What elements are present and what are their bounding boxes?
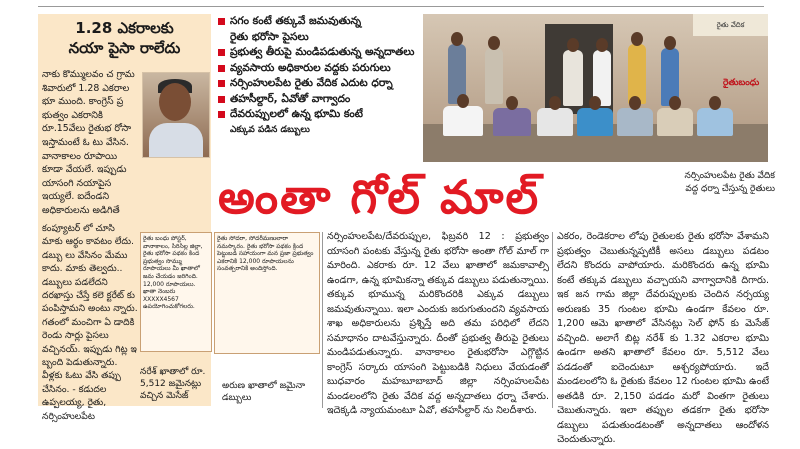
person-head <box>457 94 469 108</box>
column-divider <box>322 232 323 408</box>
photo-board: రైతు వేదిక <box>693 14 768 36</box>
sms-screenshot-2: రైతు సోదరా, సోదరీమణులారా నమస్కారం. రైతు భరోసా పథకం క్రింద పెట్టుబడి సహాయంగా మన ప్రజా ప్రభుత్వం ఎకరానికి 12,000 రూపాయలను సంవత్సరానికి అందిస్తోంది. <box>214 232 320 354</box>
seated-person <box>537 108 573 136</box>
seated-person <box>657 108 693 136</box>
bullet-item: తహసీల్దార్, ఏవోతో వాగ్వాదం <box>216 92 421 108</box>
person-head <box>669 96 681 110</box>
bullet-item: వ్యవసాయ అధికారుల వద్దకు పరుగులు <box>216 61 421 77</box>
photo-sign-text: రైతుబంధు <box>723 78 760 88</box>
sidebar-headline <box>38 14 211 58</box>
protest-photo <box>423 14 768 162</box>
sidebar-headline-line1: 1.28 ఎకరాలకు <box>75 19 174 37</box>
person-head <box>664 36 676 50</box>
farmer-portrait <box>142 72 210 158</box>
main-headline: అంతా గోల్ మాల్ <box>218 170 541 224</box>
bullet-item-continued: రైతు భరోసా పైసలు <box>230 30 309 43</box>
top-rule <box>38 0 764 7</box>
person-head <box>488 36 500 50</box>
bullet-item: ప్రభుత్వ తీరుపై మండిపడుతున్న అన్నదాతలు <box>216 45 421 61</box>
person-head <box>549 96 561 110</box>
person-head <box>567 38 579 52</box>
person-head <box>451 32 463 46</box>
sms-screenshot-1: రైతు బంధు పోస్టర్, వానాకాలం, సిరిసిల్ల జిల్లా, రైతు భరోసా పథకం కింద ప్రభుత్వం సొమ్ము రూపాయలు మీ ఖాతాలో జమ చేయడం జరిగింది. 12,000 రూపాయలు. ఖాతా నెంబరు XXXXX4567 ఉపయోగించుకోగలరు. <box>140 232 212 352</box>
person-head <box>631 32 643 46</box>
article-column-2: ఎకరం, రెండెకరాల లోపు రైతులకు రైతు భరోసా వేశామని ప్రభుత్వం చెబుతున్నప్పటికీ అసలు డబ్బులు పడటం లేదని కొందరు వాపోయారు. మరికొందరు ఉన్న భూమి కంటే తక్కువ డబ్బులు వచ్చాయని వాగ్వాదానికి దిగారు. ఇక జన గామ జిల్లా దేవరుప్పులకు చెందిన నర్సయ్య అరుణకు 35 గుంటల భూమి ఉండగా కేవలం రూ. 1,200 ఆమె ఖాతాలో వేసినట్లు సెల్ ఫోన్ కు మెసేజ్ వచ్చింది. అలాగే బిట్ల నరేశ్ కు 1.32 ఎకరాల భూమి ఉండగా అతని ఖాతాలో కేవలం రూ. 5,512 వేలు పడడంతో ఐదెందుటూ ఆశ్చర్యపోయారు. ఇదే మండలంలోని ఓ రైతుకు కేవలం 12 గుంటల భూమి ఉంటే అతడికి రూ. 2,150 పడడం మరో వింతగా రైతులు చెబుతున్నారు. ఇలా తప్పుల తడకగా రైతు భరోసా డబ్బులు పడుతుండటంతో అన్నదాతలు ఆందోళన చెందుతున్నారు. <box>557 231 769 445</box>
person-head <box>629 96 641 110</box>
person-head <box>506 96 518 110</box>
person-head <box>709 96 721 110</box>
bullet-item: దేవరుప్పులలో ఉన్న భూమి కంటే <box>216 107 421 123</box>
standing-person <box>563 50 583 106</box>
highlight-bullets <box>216 14 421 138</box>
sms-caption-2: అరుణ ఖాతాలో జమైనా డబ్బులు <box>222 381 306 403</box>
article-column-1: నర్సింహులపేట/దేవరుప్పుల, ఫిబ్రవరి 12 : ప్రభుత్వం యాసంగి పంటకు వేస్తున్న రైతు భరోసా అంతా గోల్ మాల్ గా మారింది. ఎకరాకు రూ. 12 వేలు ఖాతాలో జమకావాల్సి ఉండగా, ఉన్న భూమికన్నా తక్కువ డబ్బులు పడుతున్నాయి. తక్కువ భూమున్న మరికొందరికి ఎక్కువ డబ్బులు జమవుతున్నాయి. ఇలా ఎందుకు జరుగుతుందని వ్యవసాయ శాఖ అధికారులను ప్రశ్నిస్తే అది తమ పరిధిలో లేదని సమాధానం దాటవేస్తున్నారు. దీంతో ప్రభుత్వ తీరుపై రైతులు మండిపడుతున్నారు. వానాకాలం రైతుభరోసా ఎగ్గొట్టిన కాంగ్రెస్ సర్కారు యాసంగి పెట్టుబడికి నిధులు వేయడంతో బుధవారం మహబూబాబాద్ జిల్లా నర్సింహులపేట మండలంలోని రైతు వేదిక వద్ద అన్నదాతలు ధర్నా చేశారు. ఇదెక్కడి న్యాయమంటూ ఏవో, తహసీల్దార్ ను నిలదీశారు. <box>327 231 549 416</box>
standing-person <box>485 48 503 104</box>
photo-caption: నర్సింహులపేట రైతు వేదిక వద్ద ధర్నా చేస్తున్న రైతులు <box>684 171 775 194</box>
sms-caption-1: నరేశ్ ఖాతాలో రూ. 5,512 జమైనట్లు వచ్చిన మెసేజ్ <box>140 367 206 401</box>
sidebar-headline-line2: నయా పైసా రాలేదు <box>68 39 181 57</box>
person-head <box>596 38 608 52</box>
seated-person <box>443 106 483 136</box>
standing-person <box>628 44 646 104</box>
seated-person <box>617 108 653 136</box>
sidebar-text-top: నాకు కొమ్ములవం చ గ్రామ శివారులో 1.28 ఎకరాల భూ ముంది. కాంగ్రెస్ ప్ర భుత్వం ఎకరానికి రూ.15వేలు రైతుభ రోసా ఇస్తామంటే ఓ టు వేసిన. వానాకాలం రూపాయి కూడా వేయలే. ఇప్పుడు యాసంగి నయాపైస ఇయ్యలే. ఐదేండని అధికారులను అడిగితే <box>42 69 135 216</box>
portrait-shirt <box>149 123 203 157</box>
seated-person <box>697 108 733 136</box>
portrait-face <box>159 83 191 121</box>
bullet-item-continued: ఎక్కువ పడిన డబ్బులు <box>230 124 310 135</box>
person-head <box>589 96 601 110</box>
seated-person <box>493 108 531 136</box>
seated-person <box>577 108 613 136</box>
bullet-item: సగం కంటే తక్కువే జమవుతున్న <box>216 14 421 30</box>
column-divider <box>552 232 553 408</box>
bullet-item: నర్సింహులపేట రైతు వేదిక ఎదుట ధర్నా <box>216 76 421 92</box>
sidebar-text-bottom-column: కంప్యూటర్ లో చూసి మాకు ఆర్థం కావటం లేదు. డబ్బు లు వేసినం మేము కాదు. మాకు తెల్వదు.. డబ్బులు పడలేదని దరఖాస్తు చేస్తే కలె క్టరేట్ కు పంపిస్తామని అంటు న్నారు. గతంలో మంచిగా ఏ డాదికి రెండు సార్లు పైసలు వచ్చినయ్. ఇప్పుడు గిట్ల ఇ బ్బంది పెడుతున్నారు. వీళ్లకు ఓటు వేసి తప్పు చేసినం. - కడుదల ఉప్పలయ్య, రైతు, నర్సింహులపేట <box>42 223 138 422</box>
